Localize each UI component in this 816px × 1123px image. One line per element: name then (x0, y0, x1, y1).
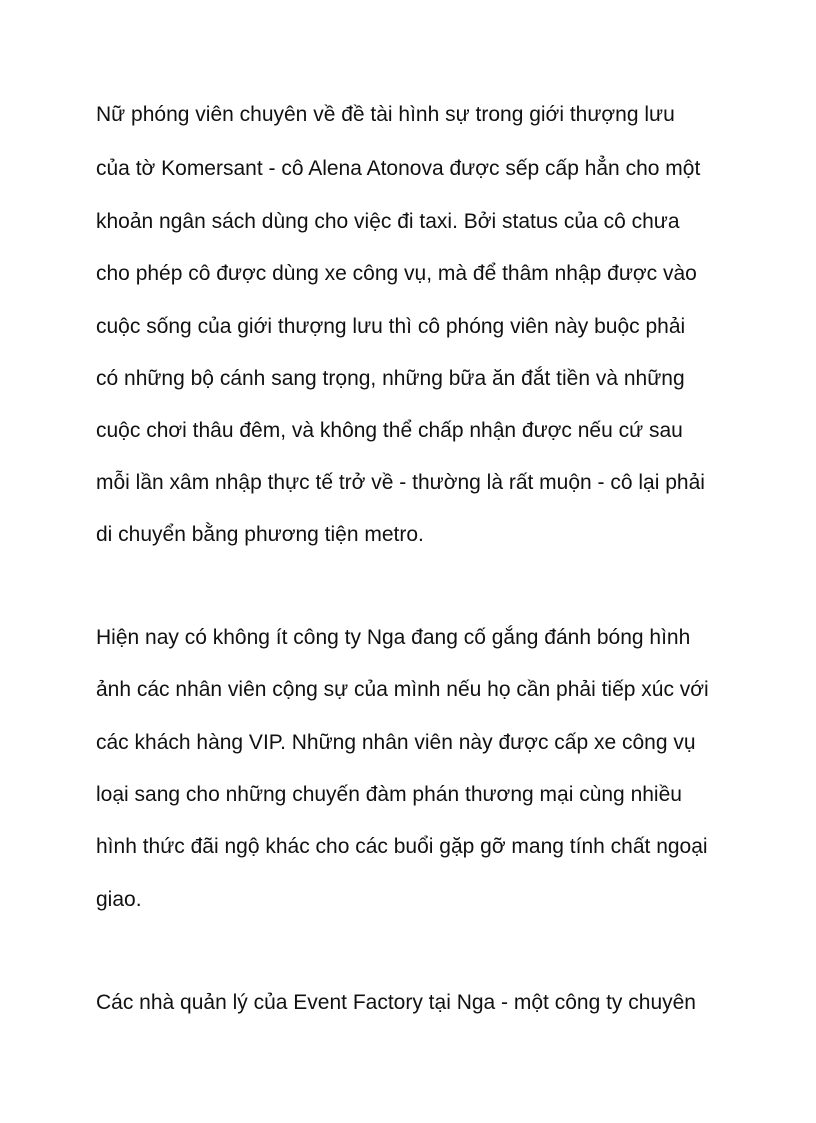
paragraph-1-line-6: có những bộ cánh sang trọng, những bữa ăn đắt tiền và những (96, 367, 685, 390)
paragraph-1-line-5: cuộc sống của giới thượng lưu thì cô phóng viên này buộc phải (96, 315, 686, 338)
paragraph-1-line-7: cuộc chơi thâu đêm, và không thể chấp nhận được nếu cứ sau (96, 419, 683, 442)
paragraph-1-line-1: Nữ phóng viên chuyên về đề tài hình sự trong giới thượng lưu (96, 103, 675, 126)
paragraph-1-line-3: khoản ngân sách dùng cho việc đi taxi. Bởi status của cô chưa (96, 210, 680, 233)
paragraph-2-line-1: Hiện nay có không ít công ty Nga đang cố gắng đánh bóng hình (96, 626, 691, 649)
paragraph-2-line-4: loại sang cho những chuyến đàm phán thương mại cùng nhiều (96, 783, 682, 806)
paragraph-1-line-2: của tờ Komersant - cô Alena Atonova được sếp cấp hẳn cho một (96, 157, 701, 180)
paragraph-1-line-9: di chuyển bằng phương tiện metro. (96, 523, 424, 546)
paragraph-2-line-5: hình thức đãi ngộ khác cho các buổi gặp gỡ mang tính chất ngoại (96, 835, 708, 858)
paragraph-3-line-1: Các nhà quản lý của Event Factory tại Nga - một công ty chuyên (96, 991, 696, 1014)
paragraph-1-line-4: cho phép cô được dùng xe công vụ, mà để thâm nhập được vào (96, 262, 697, 285)
paragraph-1-line-8: mỗi lần xâm nhập thực tế trở về - thường là rất muộn - cô lại phải (96, 471, 705, 494)
paragraph-2-line-6: giao. (96, 888, 142, 911)
paragraph-2-line-3: các khách hàng VIP. Những nhân viên này được cấp xe công vụ (96, 731, 696, 754)
paragraph-2-line-2: ảnh các nhân viên cộng sự của mình nếu họ cần phải tiếp xúc với (96, 678, 709, 701)
